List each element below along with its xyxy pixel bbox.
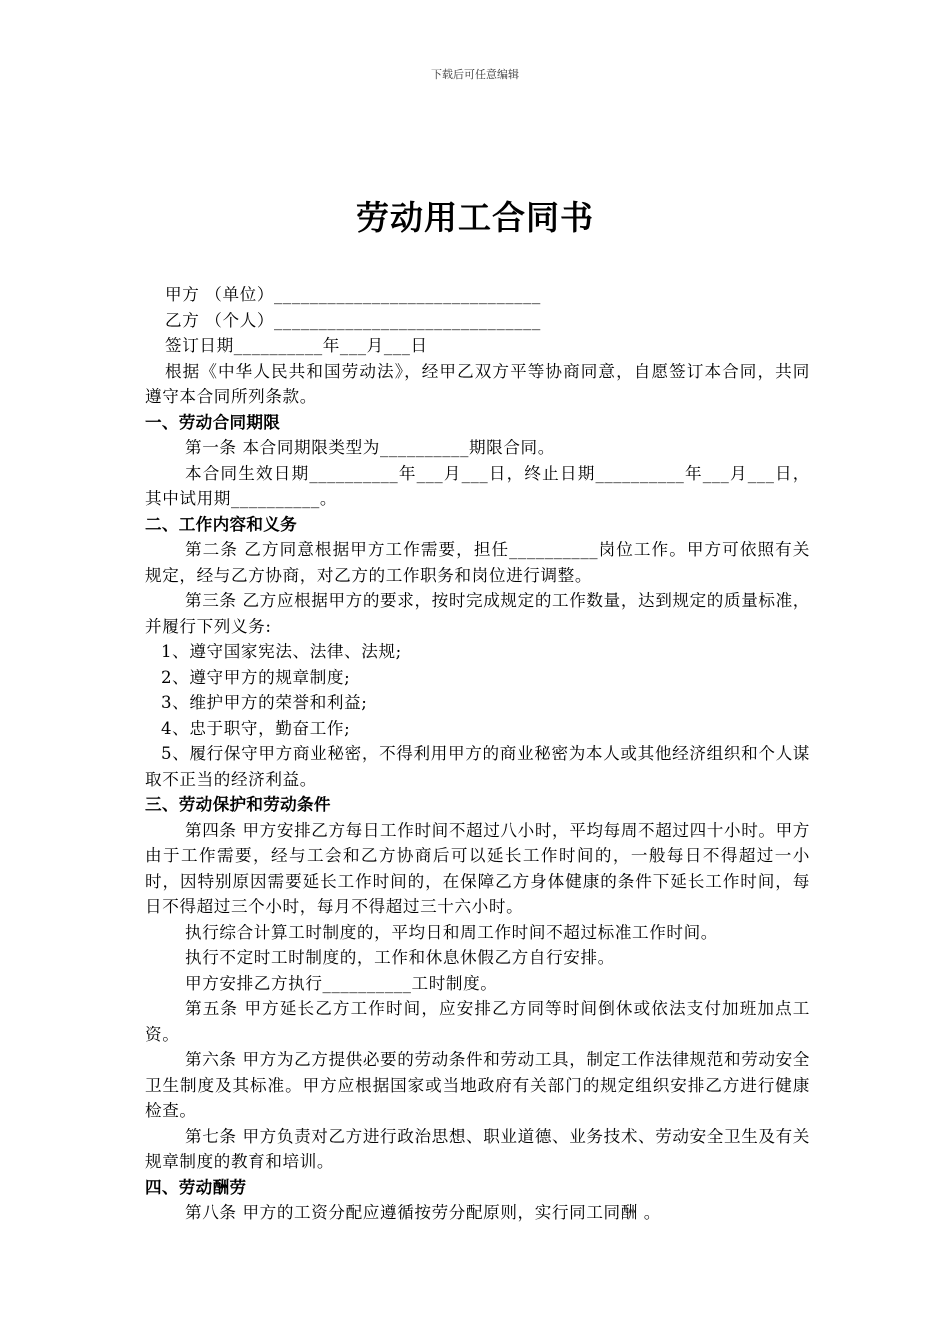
clause-paragraph: 执行不定时工时制度的，工作和休息休假乙方自行安排。 bbox=[185, 948, 615, 967]
list-item: 4、忠于职守，勤奋工作; bbox=[161, 718, 351, 738]
list-item: 1、遵守国家宪法、法律、法规; bbox=[161, 642, 402, 661]
list-item: 5、履行保守甲方商业秘密，不得利用甲方的商业秘密为本人或其他经济组织和个人谋取不正当的经济利益。 bbox=[145, 744, 810, 789]
document-title: 劳动用工合同书 bbox=[356, 198, 594, 237]
clause-paragraph: 第五条 甲方延长乙方工作时间，应安排乙方同等时间倒休或依法支付加班加点工资。 bbox=[145, 999, 810, 1044]
sign-date-line: 签订日期__________年___月___日 bbox=[165, 336, 428, 355]
section-heading: 三、劳动保护和劳动条件 bbox=[145, 795, 331, 814]
clause-paragraph: 执行综合计算工时制度的，平均日和周工作时间不超过标准工作时间。 bbox=[185, 922, 719, 942]
list-item: 2、遵守甲方的规章制度; bbox=[161, 667, 351, 687]
clause-paragraph: 甲方安排乙方执行__________工时制度。 bbox=[185, 973, 498, 993]
clause-paragraph: 第一条 本合同期限类型为__________期限合同。 bbox=[185, 438, 555, 457]
clause-paragraph: 第四条 甲方安排乙方每日工作时间不超过八小时，平均每周不超过四十小时。甲方由于工作需要，经与工会和乙方协商后可以延长工作时间的，一般每日不得超过一小时，因特别原因需要延长工作时间的，在保障乙方身体健康的条件下延长工作时间，每日不得超过三个小时，每月不得超过三十六小时。 bbox=[145, 820, 810, 916]
clause-paragraph: 第二条 乙方同意根据甲方工作需要，担任__________岗位工作。甲方可依照有关规定，经与乙方协商，对乙方的工作职务和岗位进行调整。 bbox=[145, 540, 810, 585]
preamble: 根据《中华人民共和国劳动法》，经甲乙双方平等协商同意，自愿签订本合同，共同遵守本合同所列条款。 bbox=[145, 361, 810, 406]
clause-paragraph: 本合同生效日期__________年___月___日，终止日期__________年___月___日，其中试用期__________。 bbox=[145, 463, 810, 508]
clause-paragraph: 第三条 乙方应根据甲方的要求，按时完成规定的工作数量，达到规定的质量标准，并履行下列义务: bbox=[145, 591, 810, 636]
party-a-line: 甲方 （单位）______________________________ bbox=[165, 285, 541, 304]
section-heading: 一、劳动合同期限 bbox=[145, 412, 281, 432]
header-note: 下载后可任意编辑 bbox=[431, 68, 519, 81]
party-b-line: 乙方 （个人）______________________________ bbox=[165, 310, 541, 330]
document-body bbox=[145, 282, 810, 1226]
section-heading: 二、工作内容和义务 bbox=[145, 514, 298, 534]
list-item: 3、维护甲方的荣誉和利益; bbox=[161, 693, 368, 712]
clause-paragraph: 第八条 甲方的工资分配应遵循按劳分配原则，实行同工同酬 。 bbox=[185, 1203, 661, 1222]
clause-paragraph: 第七条 甲方负责对乙方进行政治思想、职业道德、业务技术、劳动安全卫生及有关规章制度的教育和培训。 bbox=[145, 1126, 810, 1171]
section-heading: 四、劳动酬劳 bbox=[145, 1177, 247, 1197]
clause-paragraph: 第六条 甲方为乙方提供必要的劳动条件和劳动工具，制定工作法律规范和劳动安全卫生制度及其标准。甲方应根据国家或当地政府有关部门的规定组织安排乙方进行健康检查。 bbox=[145, 1050, 810, 1120]
